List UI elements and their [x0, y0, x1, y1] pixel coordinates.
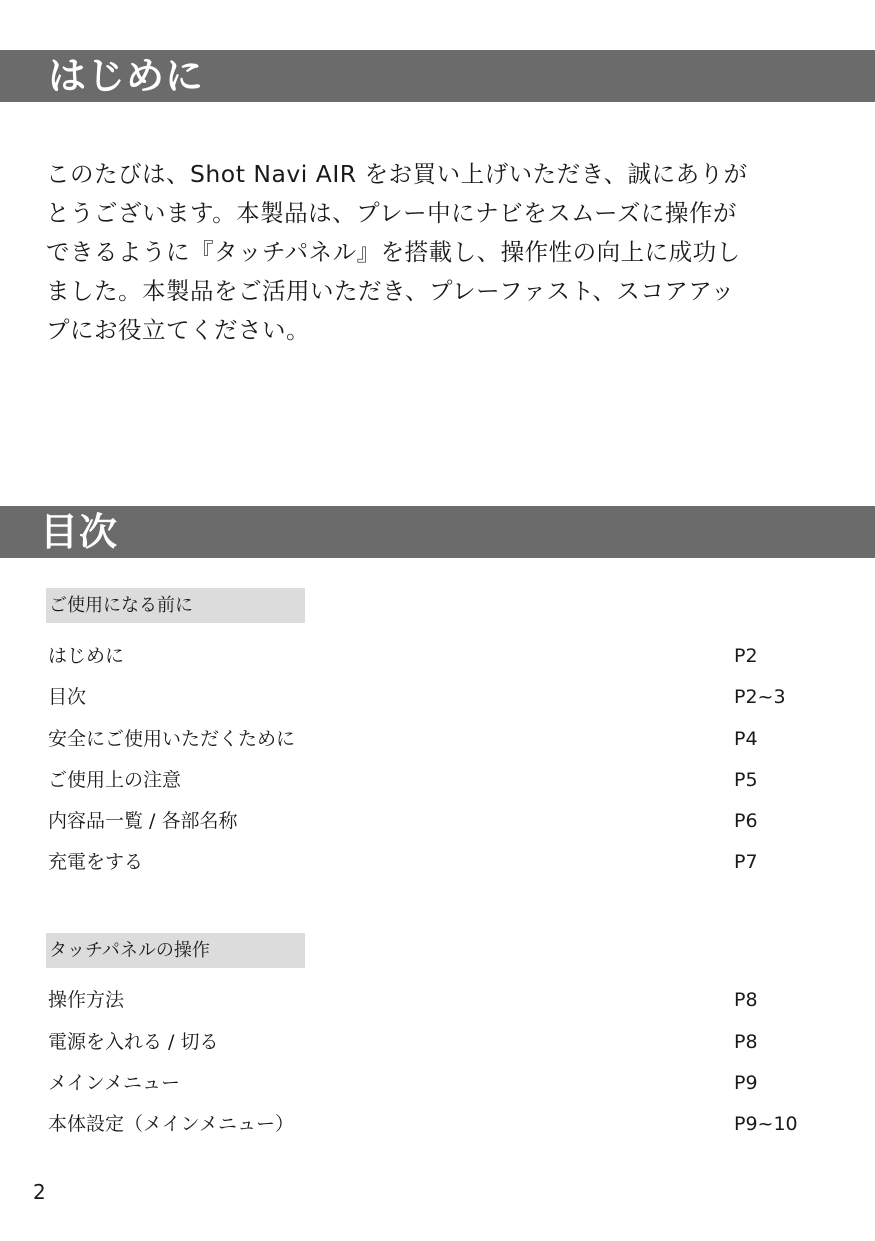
toc-entry-title: ご使用上の注意	[48, 769, 182, 791]
toc-entry-page: P5	[734, 769, 758, 791]
toc-entry-mokuji[interactable]	[46, 682, 806, 712]
toc-section-header	[0, 506, 875, 558]
intro-line: ました。本製品をご活用いただき、プレーファスト、スコアアッ	[46, 277, 735, 305]
toc-entry-device-settings[interactable]	[46, 1109, 806, 1139]
intro-line: プにお役立てください。	[46, 316, 310, 344]
page-number: 2	[33, 1180, 46, 1204]
toc-entry-page: P9~10	[734, 1113, 798, 1135]
toc-group-label: タッチパネルの操作	[46, 933, 305, 968]
toc-entry-title: メインメニュー	[48, 1072, 181, 1094]
intro-paragraph	[46, 155, 836, 350]
toc-entry-page: P7	[734, 851, 758, 873]
toc-entry-page: P6	[734, 810, 758, 832]
toc-entry-title: 安全にご使用いただくために	[48, 728, 296, 750]
toc-entry-contents-parts[interactable]	[46, 806, 806, 836]
toc-entry-title: 本体設定（メインメニュー）	[48, 1113, 295, 1135]
toc-entry-title: 充電をする	[48, 851, 144, 873]
toc-entry-main-menu[interactable]	[46, 1068, 806, 1098]
toc-entry-title: 操作方法	[48, 989, 125, 1011]
toc-entry-safety[interactable]	[46, 724, 806, 754]
toc-entry-page: P8	[734, 989, 758, 1011]
toc-entry-operation[interactable]	[46, 985, 806, 1015]
intro-line: できるように『タッチパネル』を搭載し、操作性の向上に成功し	[46, 238, 741, 266]
toc-entry-title: 内容品一覧 / 各部名称	[48, 810, 238, 832]
toc-entry-page: P2	[734, 645, 758, 667]
toc-entry-hajimeni[interactable]	[46, 641, 806, 671]
toc-entry-title: はじめに	[48, 645, 125, 667]
toc-entry-title: 目次	[48, 686, 87, 708]
toc-entry-page: P9	[734, 1072, 758, 1094]
toc-entry-title: 電源を入れる / 切る	[48, 1031, 219, 1053]
intro-section-header	[0, 50, 875, 102]
toc-entry-page: P2~3	[734, 686, 786, 708]
toc-entry-power[interactable]	[46, 1027, 806, 1057]
toc-entry-page: P4	[734, 728, 758, 750]
toc-group-label: ご使用になる前に	[46, 588, 305, 623]
intro-line: とうございます。本製品は、プレー中にナビをスムーズに操作が	[46, 199, 737, 227]
intro-line: このたびは、Shot Navi AIR をお買い上げいただき、誠にありが	[46, 160, 748, 188]
toc-entry-precautions[interactable]	[46, 765, 806, 795]
toc-entry-charging[interactable]	[46, 847, 806, 877]
toc-heading: 目次	[40, 510, 119, 554]
toc-entry-page: P8	[734, 1031, 758, 1053]
intro-heading: はじめに	[48, 54, 205, 98]
